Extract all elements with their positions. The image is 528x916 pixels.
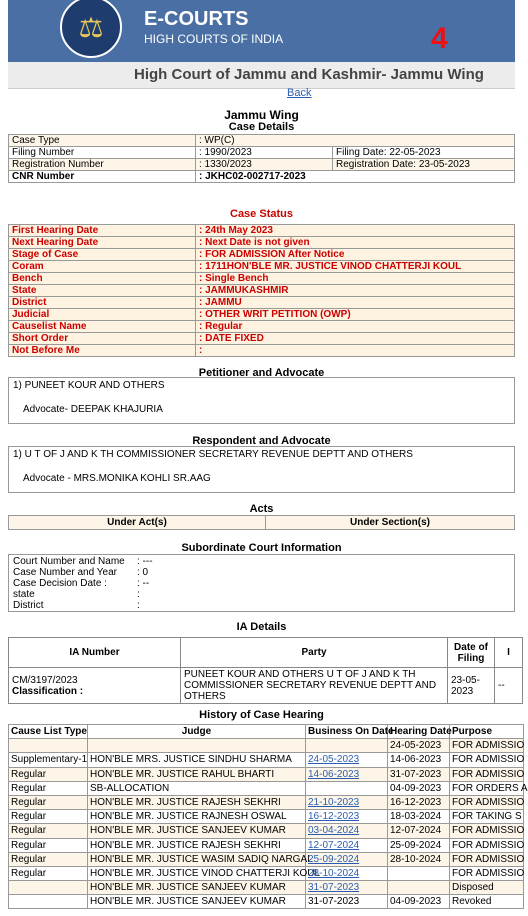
- history-cell: HON'BLE MR. JUSTICE SANJEEV KUMAR: [88, 881, 306, 895]
- under-acts-header: Under Act(s): [9, 516, 266, 530]
- status-row: [9, 249, 515, 261]
- business-date-link[interactable]: 25-09-2024: [306, 852, 388, 866]
- under-sections-header: Under Section(s): [266, 516, 515, 530]
- ia-number: CM/3197/2023: [12, 674, 78, 686]
- subordinate-label: District: [13, 600, 44, 611]
- subordinate-value: : ---: [137, 556, 153, 567]
- business-date-link[interactable]: 14-06-2023: [306, 767, 388, 781]
- filing-number-value: : 1990/2023: [196, 147, 333, 159]
- history-cell: 16-12-2023: [388, 795, 450, 809]
- history-cell: 31-07-2023: [388, 767, 450, 781]
- status-label: First Hearing Date: [9, 225, 196, 237]
- ia-classification: Classification :: [12, 685, 84, 697]
- history-row: [9, 852, 524, 866]
- history-cell: 24-05-2023: [388, 739, 450, 753]
- back-link[interactable]: Back: [287, 87, 312, 99]
- status-label: District: [9, 297, 196, 309]
- business-date-link[interactable]: 12-07-2024: [306, 838, 388, 852]
- respondent-advocate: Advocate - MRS.MONIKA KOHLI SR.AAG: [23, 473, 211, 484]
- subordinate-label: Case Decision Date :: [13, 578, 107, 589]
- petitioner-box: [8, 377, 515, 424]
- status-row: [9, 273, 515, 285]
- petitioner-party: 1) PUNEET KOUR AND OTHERS: [13, 380, 165, 391]
- history-row: [9, 781, 524, 795]
- ia-date-header: Date of Filing: [448, 638, 495, 668]
- history-cell: SB-ALLOCATION: [88, 781, 306, 795]
- status-label: Causelist Name: [9, 321, 196, 333]
- history-cell: 14-06-2023: [388, 753, 450, 767]
- status-value: : DATE FIXED: [196, 333, 515, 345]
- registration-date: Registration Date: 23-05-2023: [333, 159, 515, 171]
- history-cell: HON'BLE MR. JUSTICE SANJEEV KUMAR: [88, 824, 306, 838]
- status-value: : Regular: [196, 321, 515, 333]
- status-value: : 1711HON'BLE MR. JUSTICE VINOD CHATTERJI KOUL: [196, 261, 515, 273]
- history-cell: [9, 895, 88, 909]
- subordinate-label: Case Number and Year: [13, 567, 117, 578]
- history-title: History of Case Hearing: [199, 709, 324, 721]
- filing-date: Filing Date: 22-05-2023: [333, 147, 515, 159]
- subordinate-row: [13, 578, 510, 589]
- cnr-value: : JKHC02-002717-2023: [196, 171, 515, 183]
- subordinate-row: [13, 556, 510, 567]
- status-label: Next Hearing Date: [9, 237, 196, 249]
- history-cell: FOR ORDERS A: [450, 781, 524, 795]
- status-row: [9, 297, 515, 309]
- subordinate-box: [8, 554, 515, 612]
- history-cell: HON'BLE MR. JUSTICE RAJESH SEKHRI: [88, 838, 306, 852]
- subordinate-value: :: [137, 600, 140, 611]
- history-cell: [9, 881, 88, 895]
- history-cell: [306, 781, 388, 795]
- history-cell: HON'BLE MR. JUSTICE RAHUL BHARTI: [88, 767, 306, 781]
- subordinate-label: state: [13, 589, 35, 600]
- history-table: [8, 724, 528, 909]
- business-date-link[interactable]: 24-05-2023: [306, 753, 388, 767]
- history-cell: FOR ADMISSIO: [450, 753, 524, 767]
- acts-title: Acts: [249, 503, 274, 515]
- status-row: [9, 261, 515, 273]
- status-value: : JAMMU: [196, 297, 515, 309]
- business-date-link[interactable]: 16-12-2023: [306, 810, 388, 824]
- history-cell: FOR ADMISSIO: [450, 824, 524, 838]
- respondent-box: [8, 446, 515, 493]
- subordinate-row: [13, 600, 510, 611]
- ia-number-cell: [9, 668, 181, 704]
- history-cell: 31-07-2023: [306, 895, 388, 909]
- history-cell: Regular: [9, 824, 88, 838]
- history-cell: FOR ADMISSIO: [450, 795, 524, 809]
- ia-date: 23-05-2023: [448, 668, 495, 704]
- respondent-party: 1) U T OF J AND K TH COMMISSIONER SECRETARY REVENUE DEPTT AND OTHERS: [13, 449, 413, 460]
- history-header: Cause List Type: [9, 725, 88, 739]
- ia-number-header: IA Number: [9, 638, 181, 668]
- acts-table: [8, 515, 515, 530]
- history-cell: HON'BLE MR. JUSTICE VINOD CHATTERJI KOUL: [88, 866, 306, 880]
- subordinate-value: : 0: [137, 567, 149, 578]
- history-cell: 18-03-2024: [388, 810, 450, 824]
- subordinate-row: [13, 589, 510, 600]
- subordinate-row: [13, 567, 510, 578]
- petitioner-advocate: Advocate- DEEPAK KHAJURIA: [23, 404, 163, 415]
- history-cell: FOR ADMISSIO: [450, 838, 524, 852]
- status-row: [9, 333, 515, 345]
- history-cell: FOR ADMISSIO: [450, 866, 524, 880]
- history-cell: Regular: [9, 781, 88, 795]
- wing-title: Jammu Wing: [224, 108, 299, 122]
- app-title: E-COURTS: [144, 8, 249, 30]
- court-title: High Court of Jammu and Kashmir- Jammu Wing: [134, 66, 484, 83]
- history-cell: [9, 739, 88, 753]
- business-date-link[interactable]: 28-10-2024: [306, 866, 388, 880]
- history-row: [9, 753, 524, 767]
- history-cell: HON'BLE MR. JUSTICE RAJESH SEKHRI: [88, 795, 306, 809]
- status-label: Coram: [9, 261, 196, 273]
- case-details-title: Case Details: [228, 121, 295, 133]
- status-label: Short Order: [9, 333, 196, 345]
- subordinate-value: :: [137, 589, 140, 600]
- history-row: [9, 895, 524, 909]
- ia-title: IA Details: [236, 621, 287, 633]
- status-row: [9, 321, 515, 333]
- history-header: Judge: [88, 725, 306, 739]
- status-row: [9, 309, 515, 321]
- ia-extra: --: [495, 668, 523, 704]
- status-value: :: [196, 345, 515, 357]
- business-date-link[interactable]: 31-07-2023: [306, 881, 388, 895]
- respondent-title: Respondent and Advocate: [192, 435, 331, 447]
- history-cell: Regular: [9, 795, 88, 809]
- status-value: : OTHER WRIT PETITION (OWP): [196, 309, 515, 321]
- status-label: Not Before Me: [9, 345, 196, 357]
- history-cell: [388, 866, 450, 880]
- history-cell: HON'BLE MR. JUSTICE RAJNESH OSWAL: [88, 810, 306, 824]
- subordinate-value: : --: [137, 578, 150, 589]
- history-cell: HON'BLE MR. JUSTICE WASIM SADIQ NARGAL: [88, 852, 306, 866]
- status-value: : Single Bench: [196, 273, 515, 285]
- history-cell: Revoked: [450, 895, 524, 909]
- tab-count-badge[interactable]: 4: [431, 22, 448, 55]
- filing-number-label: Filing Number: [9, 147, 196, 159]
- status-label: Stage of Case: [9, 249, 196, 261]
- business-date-link[interactable]: 03-04-2024: [306, 824, 388, 838]
- status-label: Judicial: [9, 309, 196, 321]
- history-header: Hearing Date: [388, 725, 450, 739]
- history-cell: Regular: [9, 866, 88, 880]
- history-cell: Regular: [9, 810, 88, 824]
- history-cell: [88, 739, 306, 753]
- history-cell: 04-09-2023: [388, 895, 450, 909]
- history-cell: FOR ADMISSIO: [450, 739, 524, 753]
- history-row: [9, 767, 524, 781]
- history-cell: 04-09-2023: [388, 781, 450, 795]
- history-header: Purpose: [450, 725, 524, 739]
- case-type-value: : WP(C): [196, 135, 515, 147]
- history-row: [9, 866, 524, 880]
- history-cell: [306, 739, 388, 753]
- status-row: [9, 285, 515, 297]
- status-row: [9, 237, 515, 249]
- history-cell: 25-09-2024: [388, 838, 450, 852]
- scales-icon: ⚖: [78, 11, 104, 43]
- history-cell: Regular: [9, 838, 88, 852]
- history-cell: Regular: [9, 852, 88, 866]
- status-value: : JAMMUKASHMIR: [196, 285, 515, 297]
- history-cell: HON'BLE MR. JUSTICE SANJEEV KUMAR: [88, 895, 306, 909]
- history-row: [9, 795, 524, 809]
- history-header: Business On Date: [306, 725, 388, 739]
- history-cell: 12-07-2024: [388, 824, 450, 838]
- status-row: [9, 345, 515, 357]
- subordinate-label: Court Number and Name: [13, 556, 125, 567]
- history-cell: 28-10-2024: [388, 852, 450, 866]
- business-date-link[interactable]: 21-10-2023: [306, 795, 388, 809]
- history-row: [9, 838, 524, 852]
- case-status-table: [8, 224, 515, 357]
- history-row: [9, 824, 524, 838]
- ia-table: [8, 637, 523, 704]
- history-row: [9, 881, 524, 895]
- ia-party: PUNEET KOUR AND OTHERS U T OF J AND K TH COMMISSIONER SECRETARY REVENUE DEPTT AND OTHERS: [181, 668, 448, 704]
- history-row: [9, 739, 524, 753]
- history-cell: FOR ADMISSIO: [450, 767, 524, 781]
- case-status-title: Case Status: [230, 208, 293, 220]
- status-row: [9, 225, 515, 237]
- registration-number-label: Registration Number: [9, 159, 196, 171]
- history-cell: Disposed: [450, 881, 524, 895]
- ia-extra-header: I: [495, 638, 523, 668]
- status-label: Bench: [9, 273, 196, 285]
- cnr-label: CNR Number: [9, 171, 196, 183]
- history-cell: FOR TAKING S: [450, 810, 524, 824]
- app-subtitle: HIGH COURTS OF INDIA: [144, 32, 284, 46]
- status-value: : FOR ADMISSION After Notice: [196, 249, 515, 261]
- case-details-table: [8, 134, 515, 183]
- petitioner-title: Petitioner and Advocate: [198, 367, 325, 379]
- case-type-label: Case Type: [9, 135, 196, 147]
- history-row: [9, 810, 524, 824]
- status-label: State: [9, 285, 196, 297]
- ia-party-header: Party: [181, 638, 448, 668]
- history-cell: FOR ADMISSIO: [450, 852, 524, 866]
- registration-number-value: : 1330/2023: [196, 159, 333, 171]
- history-cell: Supplementary-1: [9, 753, 88, 767]
- history-cell: HON'BLE MRS. JUSTICE SINDHU SHARMA: [88, 753, 306, 767]
- status-value: : Next Date is not given: [196, 237, 515, 249]
- history-cell: Regular: [9, 767, 88, 781]
- status-value: : 24th May 2023: [196, 225, 515, 237]
- subordinate-title: Subordinate Court Information: [181, 542, 342, 554]
- history-cell: [388, 881, 450, 895]
